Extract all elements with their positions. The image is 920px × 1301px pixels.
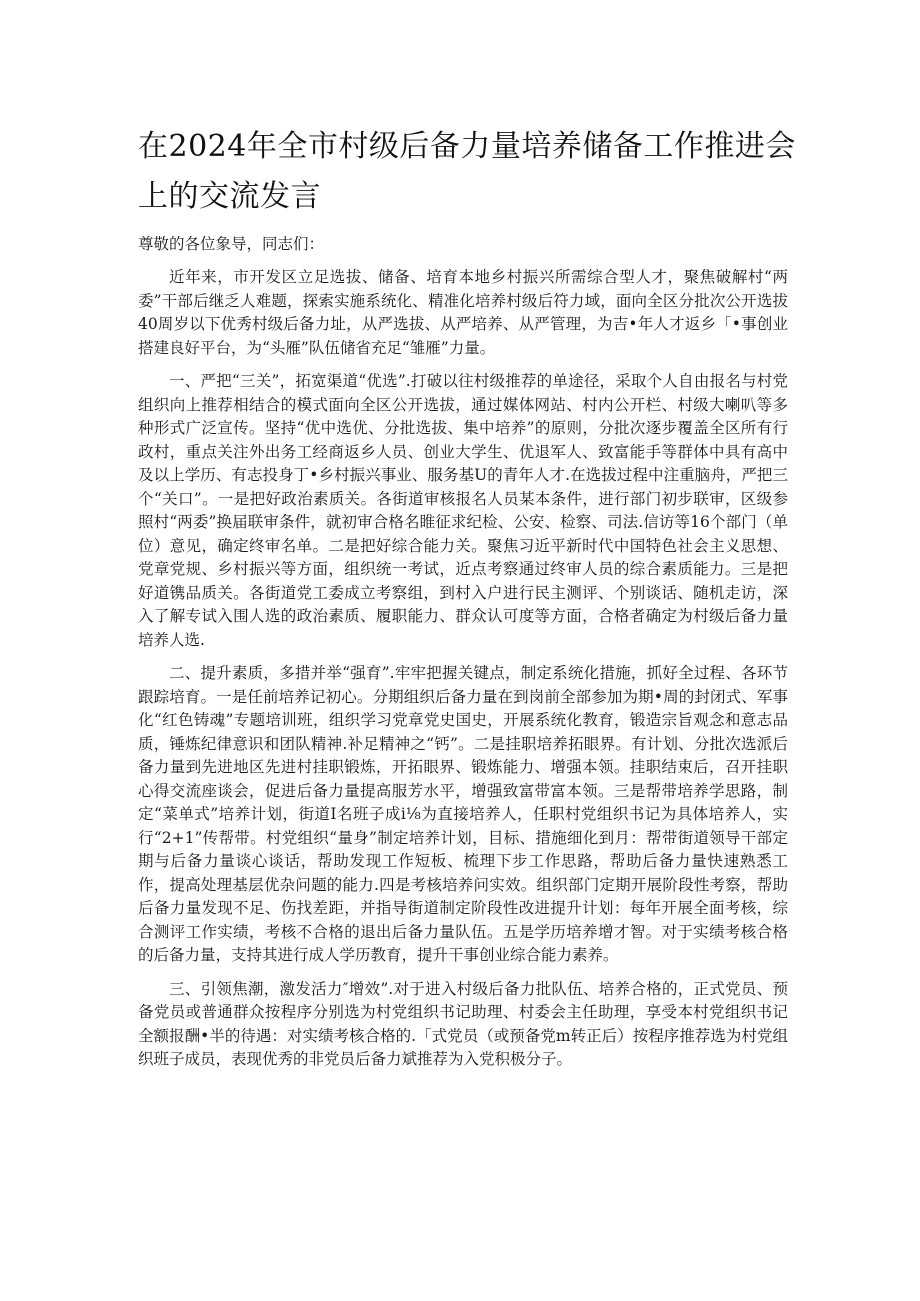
document-title: 在2024年全市村级后备力量培养储备工作推进会上的交流发言 bbox=[138, 129, 796, 214]
paragraph-intro: 近年来，市开发区立足选拔、储备、培育本地乡村振兴所需综合型人才，聚焦破解村“两委”干部后继乏人难题，探索实施系统化、精准化培养村级后符力域，面向全区分批次公开选拔40周岁以下优秀村级后备力址，从严选拔、从严培养、从严管理，为吉•年人才返乡「•事创业搭建良好平台，为“头雁”队伍储省充足“雏雁”力量。 bbox=[138, 268, 788, 357]
paragraph-section-2: 二、提升素质，多措并举“强育”.牢牢把握关键点，制定系统化措施，抓好全过程、各环节跟踪培育。一是任前培养记初心。分期组织后备力量在到岗前全部参加为期•周的封闭式、军事化“红色铸魂”专题培训班，组织学习党章党史国史，开展系统化教育，锻造宗旨观念和意志品质，锤炼纪律意识和团队精神.补足精神之“钙”。二是挂职培养拓眼界。有计划、分批次选派后备力量到先进地区先进村挂职锻炼，开拓眼界、锻炼能力、增强本领。挂职结束后，召开挂职心得交流座谈会，促进后备力量提高服芳水平，增强致富带富本领。三是帮带培养学思路，制定“菜单式”培养计划，街道I名班子成i⅛为直接培养人，任职村党组织书记为具体培养人，实行“2+1”传帮带。村党组织“量身”制定培养计划，目标、措施细化到月：帮带街道领导干部定期与后备力量谈心谈话，帮助发现工作短板、梳理下步工作思路，帮助后备力量快速熟悉工作，提高处理基层优杂问题的能力.四是考核培养问实效。组织部门定期开展阶段性考察，帮助后备力量发现不足、伤找差距，并指导街道制定阶段性改进提升计划：每年开展全面考核，综合测评工作实绩，考核不合格的退出后备力量队伍。五是学历培养增才智。对于实绩考核合格的后备力量，支持其进行成人学历教育，提升干事创业综合能力素养。 bbox=[138, 664, 788, 964]
document-body bbox=[138, 232, 788, 1082]
salutation: 尊敬的各位象导，同志们： bbox=[138, 235, 325, 253]
paragraph-section-3: 三、引领焦潮，激发活力″增效”.对于进入村级后备力批队伍、培养合格的，正式党员、预备党员或普通群众按程序分别选为村党组织书记助理、村委会主任助理，享受本村党组织书记全额报酬•半的待遇：对实绩考核合格的.「式党员（或预备党m转正后）按程序推荐选为村党组织班子成员，表现优秀的非党员后备力斌推荐为入党积极分子。 bbox=[138, 979, 788, 1068]
paragraph-section-1: 一、严把“三关”，拓宽渠道“优选”.打破以往村级推荐的单途径，采取个人自由报名与村党组织向上推荐相结合的模式面向全区公开选拔，通过媒体网站、村内公开栏、村级大喇叭等多种形式广泛宣传。坚持“优中选优、分批选拔、集中培养”的原则，分批次逐步覆盖全区所有行政村，重点关注外出务工经商返乡人员、创业大学生、优退军人、致富能手等群体中具有高中及以上学历、有志投身丁•乡村振兴事业、服务基U的青年人才.在选拔过程中注重脑舟，严把三个“关口”。一是把好政治素质关。各街道审核报名人员某本条件，进行部门初步联审，区级参照村“两委”换届联审条件，就初审合格名睢征求纪检、公安、检察、司法.信访等16个部门（单位）意见，确定终审名单。二是把好综合能力关。聚焦习近平新时代中国特色社会主义思想、党章党规、乡村振兴等方面，组织统一考试，近点考察通过终审人员的综合素质能力。三是把好道镌品质关。各街道党工委成立考察组，到村入户进行民主测评、个别谈话、随机走访，深入了解专试入围人选的政治素质、履职能力、群众认可度等方面，合格者确定为村级后备力量培养人选. bbox=[138, 372, 788, 649]
